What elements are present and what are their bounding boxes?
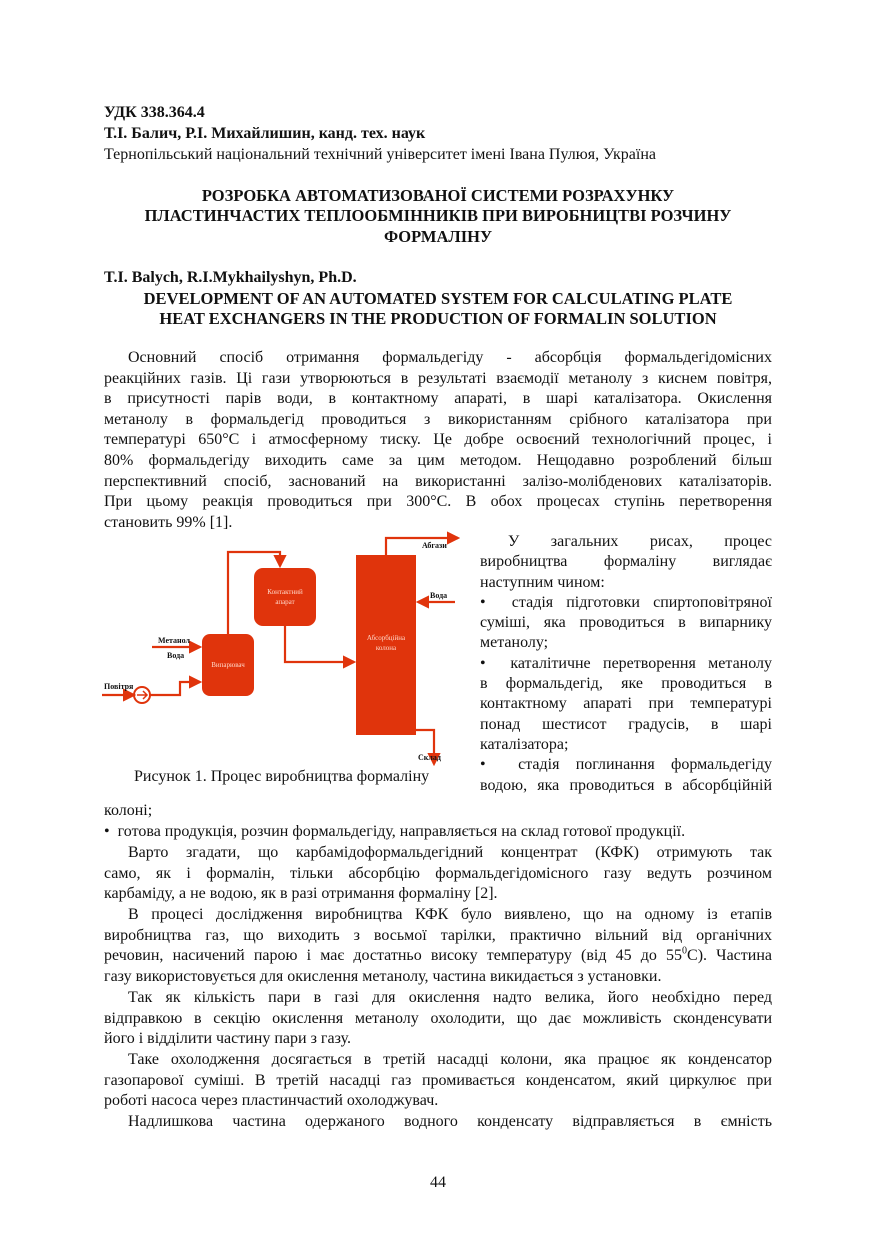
paragraph-5-line: Таке охолодження досягається в третій насадці колони, яка працює як конденсатор [128, 1051, 772, 1068]
label-evaporator: Випарювач [211, 661, 245, 669]
bullet-3-continuation: колоні; [104, 802, 153, 819]
label-abgazy: Абгази [422, 541, 447, 550]
paragraph-2-line: карбаміду, а не водою, як в разі отримання формаліну [2]. [104, 885, 498, 903]
bullet-symbol: • [480, 593, 486, 611]
paragraph-1-line: температурі 650°С і атмосферному тиску. Це добре освоєний технологічний процес, і [104, 431, 772, 449]
bullet-symbol: • [104, 823, 110, 840]
paragraph-4 [104, 988, 772, 1050]
title-ua-line-2: ПЛАСТИНЧАСТИХ ТЕПЛООБМІННИКІВ ПРИ ВИРОБНИЦТВІ РОЗЧИНУ [144, 206, 732, 225]
paragraph-4-line: відправкою в секцію окислення метанолу охолодити, що дає можливість сконденсувати [104, 1009, 772, 1027]
paragraph-2-line: само, як і формалін, тільки абсорбцію формальдегідомісного газу ведуть розчином [104, 864, 772, 882]
label-column-2: колона [375, 644, 397, 652]
side-line: виробництва формаліну виглядає [480, 553, 772, 571]
bullet-1-line: метанолу; [480, 634, 549, 652]
paragraph-1-line: 80% формальдегіду виходить саме за цим методом. Нещодавно розроблений більш [104, 451, 772, 469]
bullet-2-line: контактному апараті при температурі [480, 695, 772, 713]
bullet-2-line: • каталітичне перетворення метанолу [480, 654, 772, 672]
title-en-line-1: DEVELOPMENT OF AN AUTOMATED SYSTEM FOR CALCULATING PLATE [143, 289, 733, 308]
label-contact-2: апарат [275, 598, 295, 606]
process-diagram [100, 530, 465, 770]
paragraph-3-line: виробництва газ, що виходить з восьмої тарілки, практично вільний від органічних [104, 926, 772, 944]
paragraph-5 [104, 1050, 772, 1112]
paragraph-1 [104, 348, 772, 533]
bullet-3-line: • стадія поглинання формальдегіду [480, 756, 772, 774]
label-water-right: Вода [430, 591, 448, 600]
paragraph-5-line: газопарової суміші. В третій насадці газ промивається конденсатом, який циркулює при [104, 1071, 772, 1089]
udk-code: УДК 338.364.4 [104, 104, 205, 121]
paragraph-6 [104, 1112, 772, 1133]
paragraph-5-line: роботі насоса через пластинчастий охолоджувач. [104, 1092, 439, 1110]
paragraph-3-line: В процесі дослідження виробництва КФК було виявлено, що на одному із етапів [128, 906, 772, 923]
paragraph-1-line: становить 99% [1]. [104, 513, 233, 531]
label-air: Повітря [104, 682, 134, 691]
contact-apparatus [254, 568, 316, 626]
side-line: наступним чином: [480, 573, 605, 591]
bullet-1-line: суміші, яка проводиться в випарнику [480, 614, 772, 632]
paragraph-4-line: Так як кількість пари в газі для окислення надто велика, його необхідно перед [128, 989, 772, 1006]
label-warehouse: Склад [418, 753, 441, 762]
affiliation: Тернопільський національний технічний університет імені Івана Пулюя, Україна [104, 146, 656, 163]
figure-caption: Рисунок 1. Процес виробництва формаліну [134, 768, 430, 785]
paragraph-1-line: перспективний спосіб, заснований на використанні залізо-молібденових каталізаторів. [104, 472, 772, 490]
paragraph-2 [104, 843, 772, 905]
bullet-2-line: в формальдегід, яке проводиться в [480, 675, 772, 693]
authors-en: T.I. Balych, R.I.Mykhailyshyn, Ph.D. [104, 269, 357, 286]
paragraph-1-line: метанолу в формальдегід проводиться з використанням срібного каталізатора при [104, 410, 772, 428]
paragraph-1-line: реакційних газів. Ці гази утворюються в результаті взаємодії метанолу з киснем повітря, [104, 369, 772, 387]
bullet-2-line: понад шестисот градусів, в шарі [480, 715, 772, 733]
paragraph-4-line: його і відділити частину пари з газу. [104, 1030, 351, 1048]
paragraph-3-line: газу використовується для окислення метанолу, частина викидається з установки. [104, 967, 662, 985]
bullet-2-line: каталізатора; [480, 735, 569, 753]
bullet-4: • готова продукція, розчин формальдегіду, направляється на склад готової продукції. [104, 823, 686, 840]
label-methanol: Метанол [158, 636, 191, 645]
paragraph-2-line: Варто згадати, що карбамідоформальдегідний концентрат (КФК) отримують так [128, 844, 772, 861]
label-water-left: Вода [167, 651, 185, 660]
bullet-symbol: • [480, 756, 486, 774]
title-ua-line-1: РОЗРОБКА АВТОМАТИЗОВАНОЇ СИСТЕМИ РОЗРАХУНКУ [201, 186, 675, 205]
bullet-symbol: • [480, 654, 486, 672]
process-diagram-svg [100, 530, 465, 770]
authors-ua: Т.І. Балич, Р.І. Михайлишин, канд. тех. наук [104, 125, 426, 142]
paragraph-1-line: в присутності парів води, в контактному апараті, в шарі каталізатора. Окислення [104, 390, 772, 408]
paragraph-3-line: речовин, насичений парою і має достатньо високу температуру (від 45 до $55^0С$). Частина [104, 945, 772, 965]
paragraph-1-line: При цьому реакція проводиться при 300°С. В обох процесах ступінь перетворення [104, 493, 772, 511]
label-contact-1: Контактний [267, 588, 303, 596]
label-column-1: Абсорбційна [366, 634, 406, 642]
side-column [480, 532, 772, 796]
title-ua-line-3: ФОРМАЛІНУ [383, 227, 493, 246]
bullet-3-line: водою, яка проводиться в абсорбційній [480, 776, 772, 794]
page-number: 44 [430, 1174, 446, 1191]
paragraph-3 [104, 905, 772, 987]
side-line: У загальних рисах, процес [508, 533, 772, 550]
bullet-1-line: • стадія підготовки спиртоповітряної [480, 593, 772, 611]
paragraph-6-line: Надлишкова частина одержаного водного конденсату відправляється в ємність [128, 1113, 772, 1130]
paragraph-1-line: Основний спосіб отримання формальдегіду - абсорбція формальдегідомісних [128, 349, 772, 366]
title-en-line-2: HEAT EXCHANGERS IN THE PRODUCTION OF FORMALIN SOLUTION [159, 309, 717, 328]
